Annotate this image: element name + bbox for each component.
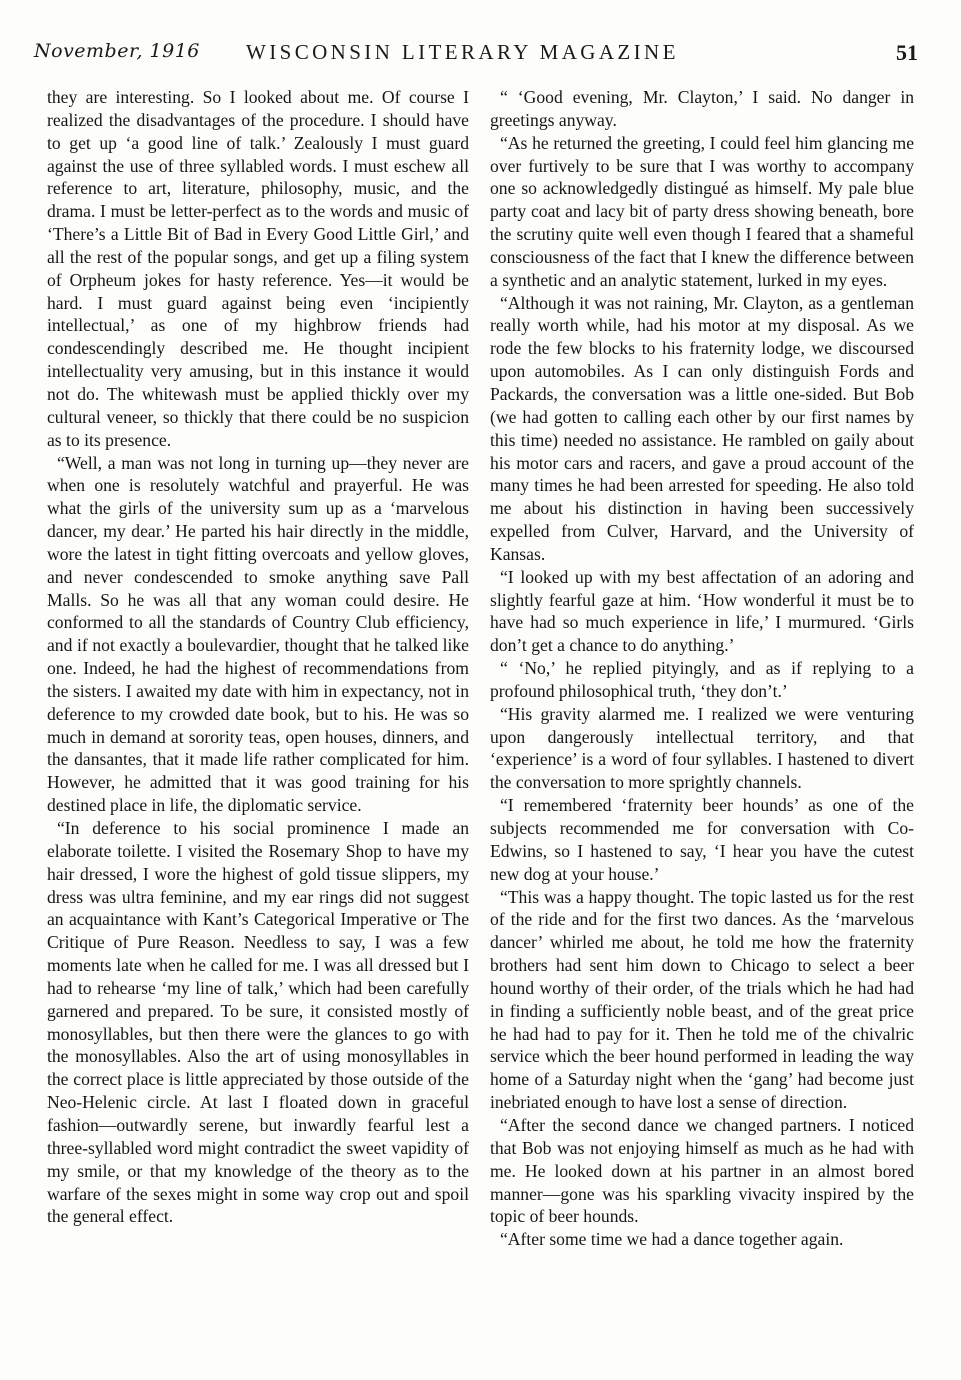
paragraph: “Although it was not raining, Mr. Clayton, as a gentleman really worth while, had his motor at my disposal. As we rode the few blocks to his fraternity lodge, we discoursed upon automobiles. As I can only distinguish Fords and Packards, the conversation was a little one-sided. But Bob (we had gotten to calling each other by our first names by this time) needed no assistance. He rambled on gaily about his motor cars and racers, and gave a proud account of the many times he had been arrested for speeding. He also told me about his distinction in having been successively expelled from Culver, Harvard, and the University of Kansas. [490,292,914,564]
right-column [490,86,914,1251]
magazine-title: WISCONSIN LITERARY MAGAZINE [246,40,679,64]
paragraph: “I remembered ‘fraternity beer hounds’ as one of the subjects recommended me for conversation with Co-Edwins, so I hastened to say, ‘I hear you have the cutest new dog at your house.’ [490,795,914,884]
paragraph: “I looked up with my best affectation of an adoring and slightly fearful gaze at him. ‘How wonderful it must be to have had so much experience in life,’ I murmured. ‘Girls don’t get a chance to do anything.’ [490,566,914,656]
paragraph: “ ‘Good evening, Mr. Clayton,’ I said. No danger in greetings anyway. [490,87,914,130]
paragraph: “As he returned the greeting, I could feel him glancing me over furtively to be sure that I was worthy to accompany one so acknowledgedly distingué as himself. My pale blue party coat and lacy bit of party dress showing beneath, bore the scrutiny quite well even though I feared that a shameful consciousness of the fact that I knew the difference between a synthetic and an analytic statement, lurked in my eyes. [490,132,914,290]
running-header [34,40,918,74]
page-number: 51 [896,40,918,65]
issue-date: November, 1916 [34,40,200,62]
paragraph: “This was a happy thought. The topic lasted us for the rest of the ride and for the first two dances. As the ‘marvelous dancer’ whirled me about, he told me how the fraternity brothers had sent him down to Chicago to select a beer hound worthy of their order, of the trials which he had had in finding a sufficiently noble beast, and of the great price he had had to pay for it. Then he told me of the chivalric service which the beer hound performed in leading the way home of a Saturday night when the ‘gang’ had become just inebriated enough to have lost a sense of direction. [490,886,914,1113]
left-column [47,86,469,1228]
paragraph: “Well, a man was not long in turning up—they never are when one is resolutely watchful and prayerful. He was what the girls of the university sum up as a ‘marvelous dancer, my dear.’ He parted his hair directly in the middle, wore the latest in tight fitting overcoats and yellow gloves, and never condescended to smoke anything save Pall Malls. So he was all that any woman could desire. He conformed to all the standards of Country Club efficiency, and if not exactly a boulevardier, thought that he talked like one. Indeed, he had the highest of recommendations from the sisters. I awaited my date with him in expectancy, not in deference to my crowded date book, but to his. He was so much in demand at sorority teas, open houses, dinners, and the dansantes, that it made life rather complicated for him. However, he admitted that it was good training for his destined place in life, the diplomatic service. [47,452,469,816]
paragraph: “After the second dance we changed partners. I noticed that Bob was not enjoying himself as much as he had with me. He looked down at his partner in an almost bored manner—gone was his sparkling vivacity inspired by the topic of beer hounds. [490,1114,914,1227]
paragraph: they are interesting. So I looked about me. Of course I realized the disadvantages of the procedure. I should have to get up ‘a good line of talk.’ Zealously I must guard against the use of three syllabled words. I must eschew all reference to art, literature, philosophy, music, and the drama. I must be letter-perfect as to the words and music of ‘There’s a Little Bit of Bad in Every Good Little Girl,’ and all the rest of the popular songs, and get up a filing system of Orpheum jokes for hasty reference. Yes—it would be hard. I must guard against being even ‘incipiently intellectual,’ as one of my highbrow friends had condescendingly described me. He thought incipient intellectuality very amusing, but in this instance it would not do. The whitewash must be applied thickly over my cultural veneer, so thickly that there could be no suspicion as to its presence. [47,87,469,450]
paragraph: “His gravity alarmed me. I realized we were venturing upon dangerously intellectual territory, and that ‘experience’ is a word of four syllables. I hastened to divert the conversation to more sprightly channels. [490,703,914,793]
paragraph: “ ‘No,’ he replied pityingly, and as if replying to a profound philosophical truth, ‘they don’t.’ [490,658,914,701]
paragraph: “After some time we had a dance together again. [500,1229,844,1250]
paragraph: “In deference to his social prominence I made an elaborate toilette. I visited the Rosemary Shop to have my hair dressed, I wore the highest of gold tissue slippers, my dress was ultra feminine, and my ear rings did not suggest an acquaintance with Kant’s Categorical Imperative or The Critique of Pure Reason. Needless to say, I was a few moments late when he called for me. I was all dressed but I had to rehearse ‘my line of talk,’ which had been carefully garnered and prepared. To be sure, it consisted mostly of monosyllables, but then there were the glances to go with the monosyllables. Also the art of using monosyllables in the correct place is little appreciated by those outside of the Neo-Helenic circle. At last I floated down in graceful fashion—outwardly serene, but inwardly fearful lest a three-syllabled word might contradict the sweet vapidity of my smile, or that my knowledge of the theory as to the warfare of the sexes might in some way crop out and spoil the general effect. [47,818,469,1227]
